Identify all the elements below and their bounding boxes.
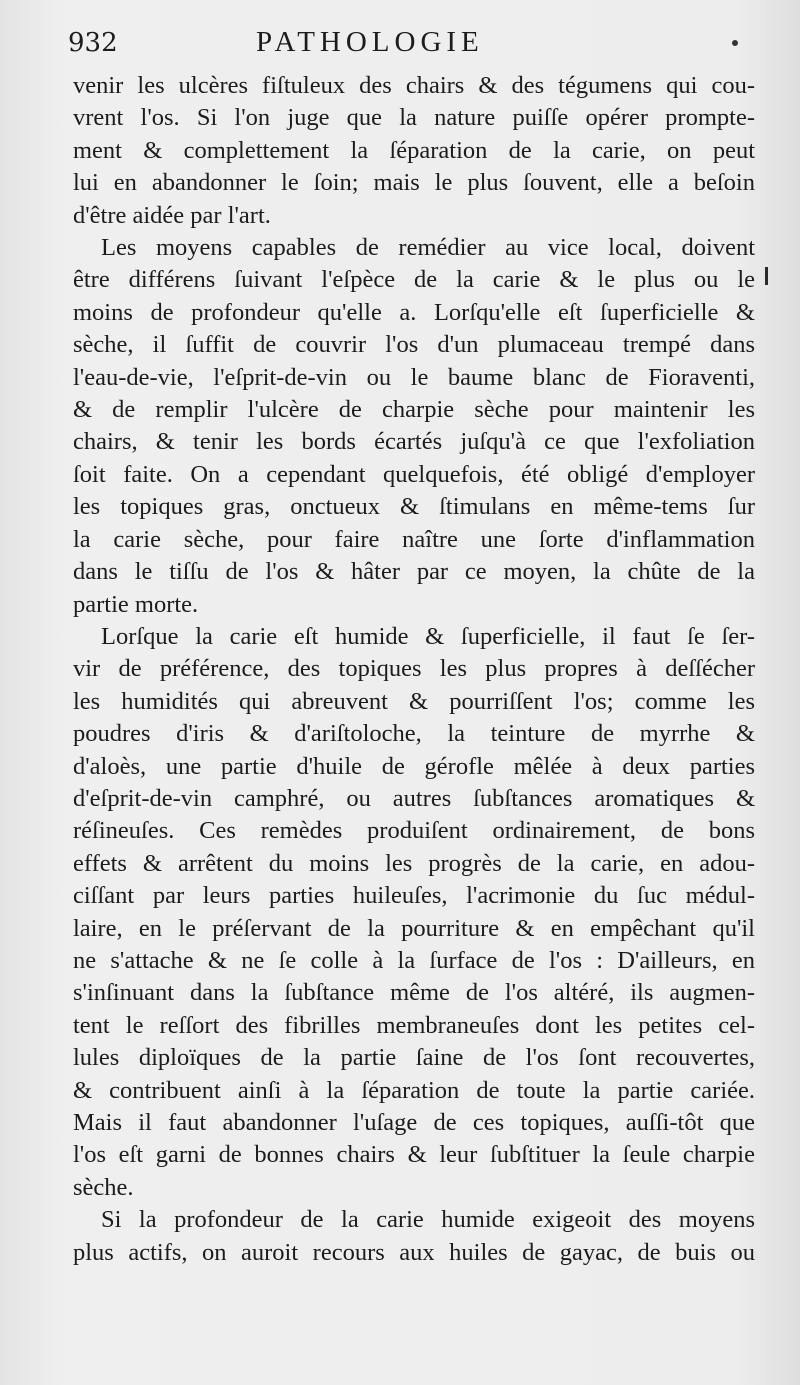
page-number: 932 bbox=[68, 28, 118, 58]
text-line: la carie sèche, pour faire naître une ſorte d'inflammation bbox=[73, 525, 755, 553]
text-line: ſoit faite. On a cependant quelquefois, été obligé d'employer bbox=[73, 460, 755, 488]
text-line: & contribuent ainſi à la ſéparation de toute la partie cariée. bbox=[73, 1076, 755, 1104]
text-line: les humidités qui abreuvent & pourriſſent l'os; comme les bbox=[73, 687, 755, 715]
text-line: effets & arrêtent du moins les progrès de la carie, en adou- bbox=[73, 849, 755, 877]
header-ornament-dot bbox=[732, 40, 738, 46]
text-line: d'être aidée par l'art. bbox=[73, 201, 271, 229]
text-line: poudres d'iris & d'ariſtoloche, la teinture de myrrhe & bbox=[73, 720, 755, 748]
text-line: Lorſque la carie eſt humide & ſuperficielle, il faut ſe ſer- bbox=[101, 622, 755, 650]
text-line: réſineuſes. Ces remèdes produiſent ordinairement, de bons bbox=[73, 817, 755, 845]
text-line: vir de préférence, des topiques les plus propres à deſſécher bbox=[73, 655, 755, 683]
text-line: moins de profondeur qu'elle a. Lorſqu'elle eſt ſuperficielle & bbox=[73, 298, 755, 326]
margin-mark bbox=[765, 267, 768, 285]
text-line: tent le reſſort des fibrilles membraneuſes dont les petites cel- bbox=[73, 1011, 755, 1039]
paragraph-1 bbox=[73, 70, 755, 232]
body-text bbox=[73, 70, 755, 1269]
text-line: chairs, & tenir les bords écartés juſqu'à ce que l'exfoliation bbox=[73, 428, 755, 456]
text-line: partie morte. bbox=[73, 590, 199, 618]
text-line: & de remplir l'ulcère de charpie sèche pour maintenir les bbox=[73, 396, 755, 424]
text-line: ment & complettement la ſéparation de la carie, on peut bbox=[73, 136, 755, 164]
paragraph-3 bbox=[73, 621, 755, 1204]
paragraph-2 bbox=[73, 232, 755, 621]
text-line: plus actifs, on auroit recours aux huiles de gayac, de buis ou bbox=[73, 1238, 755, 1266]
running-head: PATHOLOGIE bbox=[256, 26, 484, 58]
paragraph-4 bbox=[73, 1204, 755, 1269]
text-line: sèche. bbox=[73, 1173, 134, 1201]
text-line: s'inſinuant dans la ſubſtance même de l'os altéré, ils augmen- bbox=[73, 979, 755, 1007]
text-line: d'eſprit-de-vin camphré, ou autres ſubſtances aromatiques & bbox=[73, 784, 755, 812]
text-line: l'eau-de-vie, l'eſprit-de-vin ou le baume blanc de Fioraventi, bbox=[73, 363, 755, 391]
text-line: lules diploïques de la partie ſaine de l'os ſont recouvertes, bbox=[73, 1044, 755, 1072]
text-line: dans le tiſſu de l'os & hâter par ce moyen, la chûte de la bbox=[73, 558, 755, 586]
text-line: Si la profondeur de la carie humide exigeoit des moyens bbox=[101, 1206, 755, 1234]
text-line: Les moyens capables de remédier au vice local, doivent bbox=[101, 234, 755, 262]
text-line: sèche, il ſuffit de couvrir l'os d'un plumaceau trempé dans bbox=[73, 331, 755, 359]
text-line: les topiques gras, onctueux & ſtimulans en même-tems ſur bbox=[73, 493, 755, 521]
page-header bbox=[68, 24, 752, 64]
text-line: ciſſant par leurs parties huileuſes, l'acrimonie du ſuc médul- bbox=[73, 882, 755, 910]
text-line: d'aloès, une partie d'huile de gérofle mêlée à deux parties bbox=[73, 752, 755, 780]
text-line: laire, en le préſervant de la pourriture & en empêchant qu'il bbox=[73, 914, 755, 942]
text-line: lui en abandonner le ſoin; mais le plus ſouvent, elle a beſoin bbox=[73, 169, 755, 197]
text-line: vrent l'os. Si l'on juge que la nature puiſſe opérer prompte- bbox=[73, 104, 755, 132]
text-line: venir les ulcères fiſtuleux des chairs & des tégumens qui cou- bbox=[73, 72, 755, 99]
text-line: Mais il faut abandonner l'uſage de ces topiques, auſſi-tôt que bbox=[73, 1109, 755, 1136]
text-line: être différens ſuivant l'eſpèce de la carie & le plus ou le bbox=[73, 266, 755, 294]
text-line: l'os eſt garni de bonnes chairs & leur ſubſtituer la ſeule charpie bbox=[73, 1141, 755, 1169]
text-line: ne s'attache & ne ſe colle à la ſurface de l'os : D'ailleurs, en bbox=[73, 946, 755, 974]
